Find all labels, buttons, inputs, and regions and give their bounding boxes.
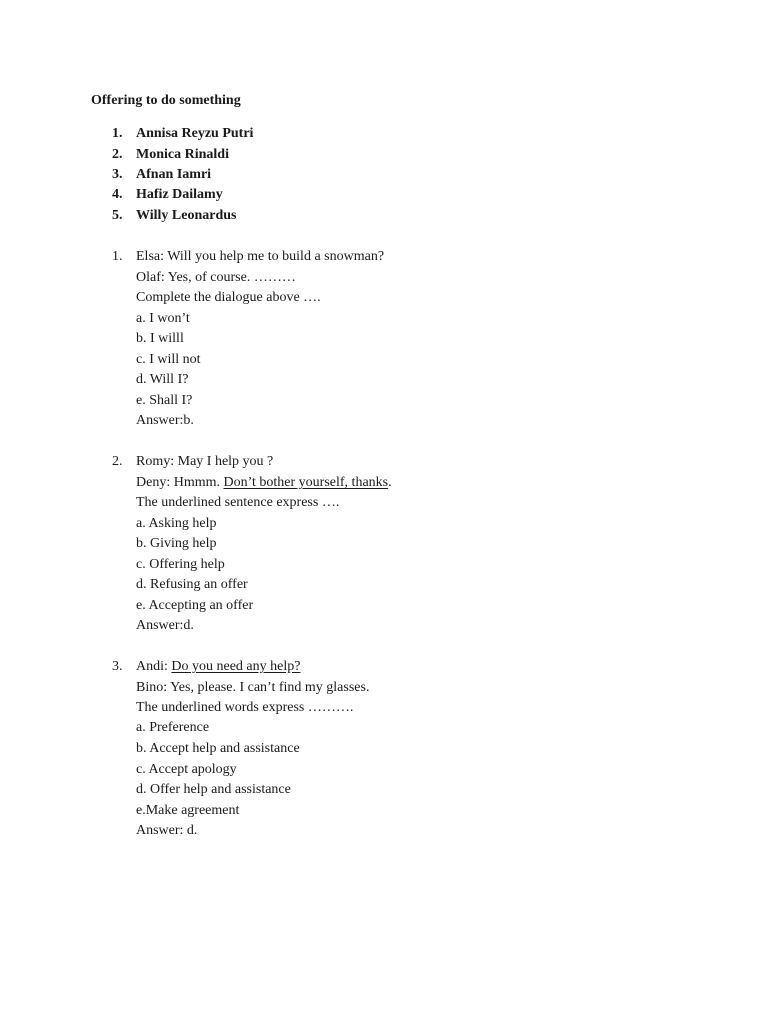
question-prompt: The underlined words express ………. xyxy=(136,700,354,715)
option-c: c. Accept apology xyxy=(136,762,237,777)
question-number: 1. xyxy=(112,249,123,264)
member-number: 5. xyxy=(112,208,123,223)
option-b: b. Accept help and assistance xyxy=(136,741,300,756)
answer: Answer:d. xyxy=(136,618,194,633)
member-name: Willy Leonardus xyxy=(136,208,237,223)
option-d: d. Offer help and assistance xyxy=(136,782,291,797)
option-d: d. Refusing an offer xyxy=(136,577,248,592)
member-name: Hafiz Dailamy xyxy=(136,187,223,202)
option-e: e. Accepting an offer xyxy=(136,598,254,613)
page-title: Offering to do something xyxy=(91,93,241,108)
underlined-sentence: Don’t bother yourself, thanks xyxy=(223,475,389,490)
question-prompt: The underlined sentence express …. xyxy=(136,495,340,510)
answer: Answer: d. xyxy=(136,823,198,838)
member-number: 4. xyxy=(112,187,123,202)
member-name: Annisa Reyzu Putri xyxy=(136,126,254,141)
option-b: b. I willl xyxy=(136,331,184,346)
option-c: c. Offering help xyxy=(136,557,225,572)
member-number: 2. xyxy=(112,147,123,162)
dialogue-line: Romy: May I help you ? xyxy=(136,454,274,469)
dialogue-punctuation: . xyxy=(388,475,392,490)
member-number: 3. xyxy=(112,167,123,182)
question-number: 3. xyxy=(112,659,123,674)
option-a: a. Preference xyxy=(136,720,210,735)
option-a: a. I won’t xyxy=(136,311,190,326)
dialogue-line xyxy=(136,659,300,675)
question-number: 2. xyxy=(112,454,123,469)
option-e: e. Shall I? xyxy=(136,393,193,408)
option-d: d. Will I? xyxy=(136,372,189,387)
dialogue-line: Elsa: Will you help me to build a snowman? xyxy=(136,249,385,264)
dialogue-line: Olaf: Yes, of course. ……… xyxy=(136,270,296,285)
dialogue-line: Bino: Yes, please. I can’t find my glasses. xyxy=(136,680,370,695)
question-prompt: Complete the dialogue above …. xyxy=(136,290,321,305)
option-b: b. Giving help xyxy=(136,536,217,551)
member-name: Monica Rinaldi xyxy=(136,147,229,162)
dialogue-line xyxy=(136,475,392,491)
option-e: e.Make agreement xyxy=(136,803,240,818)
dialogue-speaker-text: Andi: xyxy=(136,659,172,674)
option-c: c. I will not xyxy=(136,352,201,367)
member-name: Afnan Iamri xyxy=(136,167,212,182)
option-a: a. Asking help xyxy=(136,516,217,531)
answer: Answer:b. xyxy=(136,413,194,428)
member-number: 1. xyxy=(112,126,123,141)
dialogue-speaker-text: Deny: Hmmm. xyxy=(136,475,224,490)
underlined-words: Do you need any help? xyxy=(171,659,301,674)
